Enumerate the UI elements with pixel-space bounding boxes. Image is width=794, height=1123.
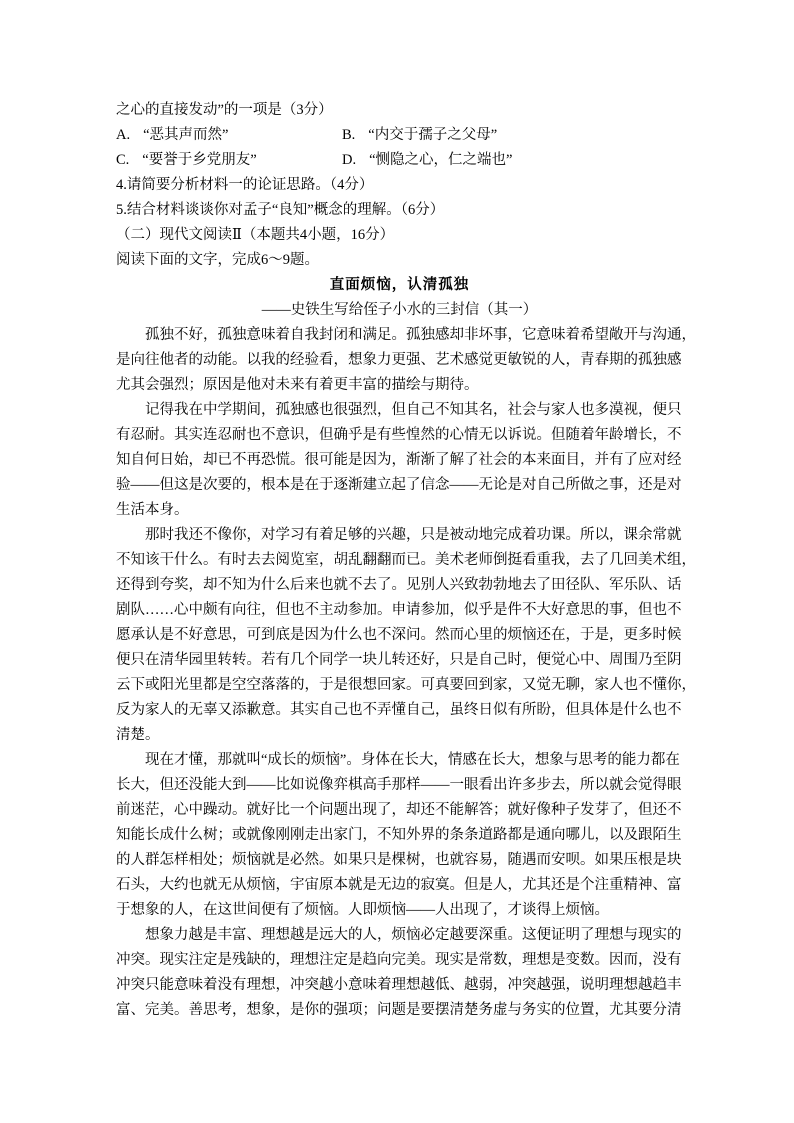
option-b (342, 123, 497, 148)
option-c-label: C. (116, 152, 130, 168)
option-b-text: “内交于孺子之父母” (368, 127, 498, 143)
passage-line: 有忍耐。其实连忍耐也不意识，但确乎是有些惶然的心情无以诉说。但随着年龄增长，不 (116, 427, 682, 443)
document-content (116, 98, 696, 1023)
passage-line: 那时我还不像你，对学习有着足够的兴趣，只是被动地完成着功课。所以，课余常就 (145, 527, 682, 543)
option-d (342, 148, 512, 173)
question-5: 5.结合材料谈谈你对孟子“良知”概念的理解。（6分） (116, 202, 445, 218)
passage-line: 的人群怎样相处；烦恼就是必然。如果只是棵树，也就容易，随遇而安呗。如果压根是块 (116, 852, 682, 868)
reading-instruction: 阅读下面的文字，完成6～9题。 (116, 252, 319, 268)
passage-line: 是向往他者的动能。以我的经验看，想象力更强、艺术感觉更敏锐的人，青春期的孤独感 (116, 352, 682, 368)
passage-line: 石头，大约也就无从烦恼，宇宙原本就是无边的寂寞。但是人，尤其还是个注重精神、富 (116, 877, 682, 893)
passage-line: 还得到夸奖，却不知为什么后来也就不去了。见别人兴致勃勃地去了田径队、军乐队、话 (116, 577, 682, 593)
passage-line: 现在才懂，那就叫“成长的烦恼”。身体在长大，情感在长大，想象与思考的能力都在 (145, 752, 680, 768)
passage-line: 反为家人的无辜又添歉意。其实自己也不弄懂自己，虽终日似有所盼，但具体是什么也不 (116, 702, 682, 718)
passage-line: 富、完美。善思考，想象，是你的强项；问题是要摆清楚务虚与务实的位置，尤其要分清 (116, 1002, 682, 1018)
option-d-label: D. (342, 152, 357, 168)
passage-line: 生活本身。 (116, 502, 189, 518)
passage-line: 知能长成什么树；或就像刚刚走出家门，不知外界的条条道路都是通向哪儿，以及跟陌生 (116, 827, 682, 843)
question-4: 4.请简要分析材料一的论证思路。（4分） (116, 177, 374, 193)
passage-line: 孤独不好，孤独意味着自我封闭和满足。孤独感却非坏事，它意味着希望敞开与沟通， (145, 327, 696, 343)
passage-body (116, 323, 696, 1023)
options-row-ab (116, 123, 683, 148)
passage-line: 记得我在中学期间，孤独感也很强烈，但自己不知其名，社会与家人也多漠视，便只 (145, 402, 682, 418)
passage-line: 验——但这是次要的，根本是在于逐渐建立起了信念——无论是对自己所做之事，还是对 (116, 477, 682, 493)
option-c (116, 148, 342, 173)
passage-line: 剧队……心中颇有向往，但也不主动参加。申请参加，似乎是件不大好意思的事，但也不 (116, 602, 682, 618)
passage-line: 尤其会强烈；原因是他对未来有着更丰富的描绘与期待。 (116, 377, 479, 393)
option-c-text: “要誉于乡党朋友” (142, 152, 257, 168)
passage-line: 冲突。现实注定是残缺的，理想注定是趋向完美。现实是常数，理想是变数。因而，没有 (116, 952, 682, 968)
section-heading: （二）现代文阅读Ⅱ（本题共4小题，16分） (116, 227, 395, 243)
passage-line: 于想象的人，在这世间便有了烦恼。人即烦恼——人出现了，才谈得上烦恼。 (116, 902, 609, 918)
passage-line: 云下或阳光里都是空空落落的，于是很想回家。可真要回到家，又觉无聊，家人也不懂你， (116, 677, 696, 693)
option-a-text: “恶其声而然” (143, 127, 229, 143)
option-a-label: A. (116, 127, 131, 143)
passage-title: 直面烦恼，认清孤独 (329, 277, 470, 293)
passage-line: 想象力越是丰富、理想越是远大的人，烦恼必定越要深重。这便证明了理想与现实的 (145, 927, 682, 943)
passage-line: 冲突只能意味着没有理想，冲突越小意味着理想越低、越弱，冲突越强，说明理想越趋丰 (116, 977, 682, 993)
question-stem-continuation: 之心的直接发动”的一项是（3分） (116, 102, 333, 118)
passage-line: 长大，但还没能大到——比如说像弈棋高手那样——一眼看出许多步去，所以就会觉得眼 (116, 777, 682, 793)
passage-line: 愿承认是不好意思，可到底是因为什么也不深问。然而心里的烦恼还在，于是，更多时候 (116, 627, 682, 643)
passage-byline: ——史铁生写给侄子小水的三封信（其一） (261, 302, 538, 318)
option-b-label: B. (342, 127, 356, 143)
options-row-cd (116, 148, 683, 173)
option-a (116, 123, 342, 148)
passage-line: 清楚。 (116, 727, 160, 743)
passage-line: 不知该干什么。有时去去阅览室，胡乱翻翻而已。美术老师倒挺看重我，去了几回美术组， (116, 552, 696, 568)
passage-line: 知自何日始，却已不再恐慌。很可能是因为，渐渐了解了社会的本来面目，并有了应对经 (116, 452, 682, 468)
option-d-text: “恻隐之心，仁之端也” (369, 152, 513, 168)
passage-line: 前迷茫，心中躁动。就好比一个问题出现了，却还不能解答；就好像种子发芽了，但还不 (116, 802, 682, 818)
passage-line: 便只在清华园里转转。若有几个同学一块儿转还好，只是自己时，便觉心中、周围乃至阴 (116, 652, 682, 668)
